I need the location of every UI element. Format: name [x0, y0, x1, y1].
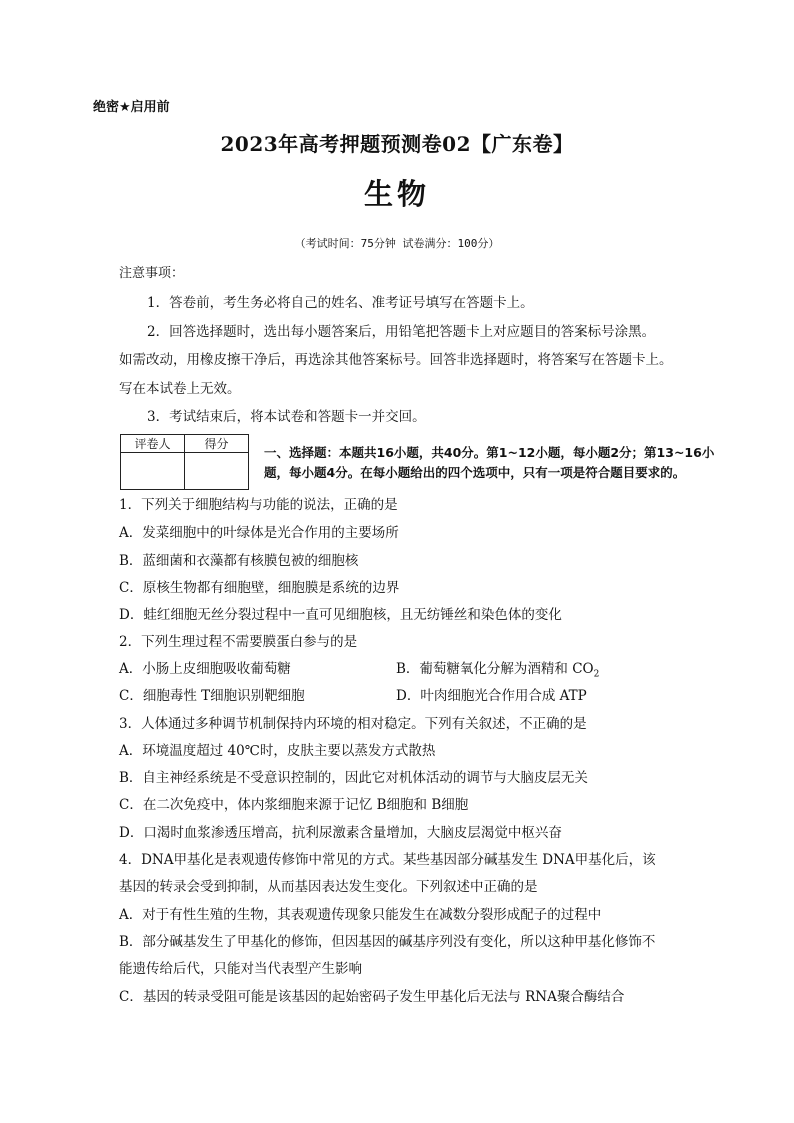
q3-option-d: D．口渴时血浆渗透压增高，抗利尿激素含量增加，大脑皮层渴觉中枢兴奋: [119, 825, 562, 841]
q1-option-c: C．原核生物都有细胞壁，细胞膜是系统的边界: [119, 580, 400, 596]
q2-option-b-text: B．葡萄糖氧化分解为酒精和 CO: [396, 661, 594, 677]
section-line-2: 题，每小题4分。在每小题给出的四个选项中，只有一项是符合题目要求的。: [264, 465, 686, 480]
q4-option-a: A．对于有性生殖的生物，其表观遗传现象只能发生在减数分裂形成配子的过程中: [119, 907, 602, 923]
q4-stem-line-2: 基因的转录会受到抑制，从而基因表达发生变化。下列叙述中正确的是: [119, 879, 538, 895]
q2-option-a: A．小肠上皮细胞吸收葡萄糖: [119, 661, 291, 677]
note-line-1: 1．答卷前，考生务必将自己的姓名、准考证号填写在答题卡上。: [147, 295, 534, 311]
score-table-reviewer-cell: [121, 453, 185, 490]
q3-option-c: C．在二次免疫中，体内浆细胞来源于记忆 B细胞和 B细胞: [119, 797, 469, 813]
note-line-2: 2．回答选择题时，选出每小题答案后，用铅笔把答题卡上对应题目的答案标号涂黑。: [147, 324, 656, 340]
q4-stem-line-1: 4．DNA甲基化是表观遗传修饰中常见的方式。某些基因部分碱基发生 DNA甲基化后，该: [119, 852, 656, 868]
notes-title: 注意事项：: [119, 266, 185, 281]
exam-title: 2023年高考押题预测卷02【广东卷】: [220, 132, 574, 156]
exam-timing: （考试时间：75分钟 试卷满分：100分）: [294, 237, 500, 250]
subject-title: 生物: [363, 177, 430, 211]
q3-option-b: B．自主神经系统是不受意识控制的，因此它对机体活动的调节与大脑皮层无关: [119, 770, 588, 786]
q4-option-c: C．基因的转录受阻可能是该基因的起始密码子发生甲基化后无法与 RNA聚合酶结合: [119, 989, 625, 1005]
q2-stem: 2．下列生理过程不需要膜蛋白参与的是: [119, 634, 358, 650]
note-line-3: 如需改动，用橡皮擦干净后，再选涂其他答案标号。回答非选择题时，将答案写在答题卡上。: [119, 352, 673, 368]
q4-option-b-line-1: B．部分碱基发生了甲基化的修饰，但因基因的碱基序列没有变化，所以这种甲基化修饰不: [119, 934, 656, 950]
score-table-score-cell: [185, 453, 249, 490]
score-table: [120, 434, 249, 490]
q2-option-b: [396, 657, 599, 680]
q1-option-a: A．发菜细胞中的叶绿体是光合作用的主要场所: [119, 525, 399, 541]
q2-option-c: C．细胞毒性 T细胞识别靶细胞: [119, 688, 305, 704]
q2-option-b-subscript: 2: [593, 669, 600, 680]
score-table-reviewer-header: 评卷人: [121, 435, 185, 453]
note-line-4: 写在本试卷上无效。: [119, 381, 241, 397]
q1-option-b: B．蓝细菌和衣藻都有核膜包被的细胞核: [119, 553, 359, 569]
secret-mark: 绝密★启用前: [93, 100, 170, 115]
q2-option-d: D．叶肉细胞光合作用合成 ATP: [396, 688, 587, 704]
score-table-score-header: 得分: [185, 435, 249, 453]
q3-option-a: A．环境温度超过 40℃时，皮肤主要以蒸发方式散热: [119, 743, 436, 759]
section-line-1: 一、选择题：本题共16小题，共40分。第1~12小题，每小题2分；第13~16小: [264, 445, 715, 460]
q4-option-b-line-2: 能遗传给后代，只能对当代表型产生影响: [119, 961, 362, 977]
q1-option-d: D．蛙红细胞无丝分裂过程中一直可见细胞核，且无纺锤丝和染色体的变化: [119, 607, 562, 623]
note-line-5: 3．考试结束后，将本试卷和答题卡一并交回。: [147, 409, 426, 425]
q1-stem: 1．下列关于细胞结构与功能的说法，正确的是: [119, 497, 398, 513]
q3-stem: 3．人体通过多种调节机制保持内环境的相对稳定。下列有关叙述，不正确的是: [119, 716, 587, 732]
section-instructions: [264, 443, 776, 483]
